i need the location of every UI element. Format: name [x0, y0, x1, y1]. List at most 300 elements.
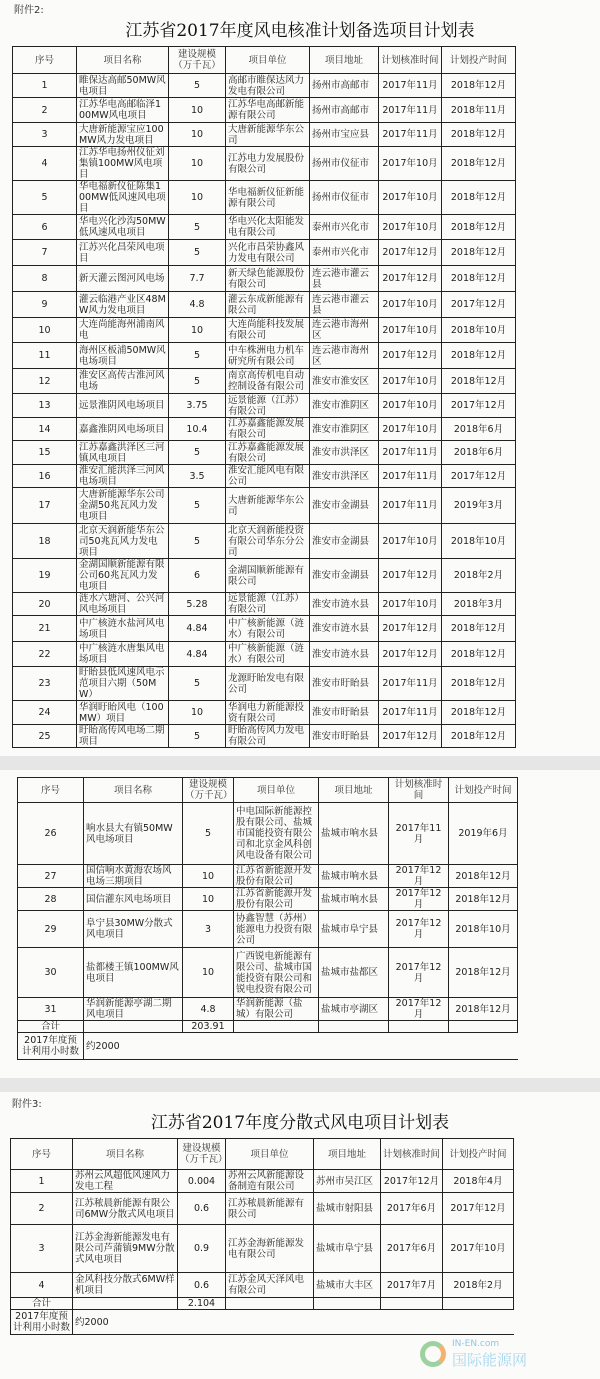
cell-name: 华电福新仪征陈集100MW低风速风电项目 [77, 181, 169, 215]
table-row [13, 74, 516, 98]
page-gap [0, 1078, 600, 1092]
cell-prod: 2018年6月 [442, 418, 516, 441]
empty-cell [319, 1021, 389, 1033]
cell-unit: 华润电力新能源投资有限公司 [226, 701, 310, 725]
document-title: 江苏省2017年度风电核准计划备选项目计划表 [125, 21, 475, 41]
empty-cell [234, 1021, 319, 1033]
cell-name: 响水县大有镇50MW风电场项目 [84, 803, 183, 865]
cell-approve: 2017年6月 [381, 1225, 443, 1273]
total-label: 合计 [18, 1021, 84, 1033]
cell-scale: 5 [169, 488, 226, 524]
cell-unit: 江苏金风天泽风电有限公司 [226, 1273, 314, 1298]
empty-cell [226, 1298, 314, 1310]
cell-no: 30 [18, 948, 84, 998]
cell-unit: 中广核新能源（涟水）有限公司 [226, 642, 310, 667]
cell-prod: 2018年10月 [442, 318, 516, 343]
cell-unit: 江苏省新能源开发股份有限公司 [234, 888, 319, 911]
column-header: 项目名称 [77, 47, 169, 74]
cell-no: 2 [13, 98, 77, 123]
cell-prod: 2017年10月 [443, 1225, 514, 1273]
cell-prod: 2017年12月 [442, 394, 516, 418]
cell-name: 大连尚能海州浦南风电 [77, 318, 169, 343]
cell-unit: 江苏嘉鑫能源发展有限公司 [226, 441, 310, 465]
table-row [18, 888, 518, 911]
cell-scale: 4.84 [169, 616, 226, 642]
cell-no: 5 [13, 181, 77, 215]
cell-loc: 淮安市金湖县 [310, 524, 379, 559]
cell-unit: 中广核新能源（涟水）有限公司 [226, 616, 310, 642]
cell-loc: 连云港市海州区 [310, 343, 379, 369]
cell-approve: 2017年10月 [379, 593, 442, 616]
cell-prod: 2018年10月 [449, 911, 518, 948]
cell-approve: 2017年12月 [389, 911, 449, 948]
cell-approve: 2017年12月 [379, 266, 442, 292]
annex-label: 附件3: [12, 1099, 42, 1110]
table-row [13, 701, 516, 725]
annex-label: 附件2: [14, 5, 44, 16]
cell-loc: 扬州市宝应县 [310, 123, 379, 147]
header-row [11, 1139, 514, 1170]
table-row [11, 1273, 514, 1298]
cell-loc: 淮安市盱眙县 [310, 701, 379, 725]
cell-unit: 金湖国顺新能源有限公司 [226, 559, 310, 593]
table-row [13, 725, 516, 748]
watermark [420, 1335, 540, 1375]
cell-approve: 2017年11月 [379, 465, 442, 488]
cell-loc: 淮安市涟水县 [310, 616, 379, 642]
column-header: 建设规模（万千瓦） [178, 1139, 226, 1170]
table-row [18, 948, 518, 998]
cell-scale: 7.7 [169, 266, 226, 292]
column-header: 计划核准时间 [381, 1139, 443, 1170]
cell-scale: 10 [183, 865, 234, 888]
cell-scale: 10.4 [169, 418, 226, 441]
cell-no: 28 [18, 888, 84, 911]
column-header: 计划投产时间 [443, 1139, 514, 1170]
cell-name: 淮安汇能洪泽三河风电场项目 [77, 465, 169, 488]
cell-prod: 2018年2月 [442, 559, 516, 593]
cell-loc: 淮安市淮安区 [310, 369, 379, 394]
cell-no: 31 [18, 998, 84, 1021]
cell-unit: 盱眙高传风力发电有限公司 [226, 725, 310, 748]
in-en-logo-icon [420, 1341, 446, 1367]
header-row [13, 47, 516, 74]
page-annex-3 [0, 1092, 600, 1379]
cell-loc: 淮安市盱眙县 [310, 725, 379, 748]
cell-no: 4 [13, 147, 77, 181]
total-value: 203.91 [183, 1021, 234, 1033]
cell-unit: 新天绿色能源股份有限公司 [226, 266, 310, 292]
cell-no: 8 [13, 266, 77, 292]
cell-no: 7 [13, 240, 77, 266]
table-row [13, 98, 516, 123]
cell-name: 淮安区高传古淮河风电场 [77, 369, 169, 394]
cell-unit: 远景能源（江苏）有限公司 [226, 593, 310, 616]
cell-no: 10 [13, 318, 77, 343]
cell-approve: 2017年12月 [389, 998, 449, 1021]
cell-prod: 2017年12月 [443, 1193, 514, 1225]
cell-name: 江苏华电扬州仪征刘集镇100MW风电项目 [77, 147, 169, 181]
cell-loc: 淮安市涟水县 [310, 593, 379, 616]
cell-unit: 大唐新能源华东公司 [226, 488, 310, 524]
column-header: 建设规模（万千瓦） [183, 778, 234, 803]
column-header: 项目单位 [226, 47, 310, 74]
column-header: 项目名称 [73, 1139, 178, 1170]
cell-prod: 2018年12月 [449, 865, 518, 888]
cell-name: 江苏嘉鑫洪泽区三河镇风电项目 [77, 441, 169, 465]
column-header: 序号 [18, 778, 84, 803]
table-row [13, 240, 516, 266]
cell-no: 21 [13, 616, 77, 642]
cell-name: 北京天润新能华东公司50兆瓦风力发电项目 [77, 524, 169, 559]
column-header: 序号 [11, 1139, 73, 1170]
cell-loc: 连云港市灌云县 [310, 266, 379, 292]
cell-no: 19 [13, 559, 77, 593]
cell-approve: 2017年10月 [379, 318, 442, 343]
cell-prod: 2018年12月 [442, 343, 516, 369]
table-row [13, 642, 516, 667]
cell-prod: 2018年12月 [442, 123, 516, 147]
cell-prod: 2019年3月 [442, 488, 516, 524]
cell-approve: 2017年12月 [379, 343, 442, 369]
cell-unit: 龙源盱眙发电有限公司 [226, 667, 310, 701]
table-row [11, 1225, 514, 1273]
cell-unit: 淮安汇能风电有限公司 [226, 465, 310, 488]
cell-unit: 华电兴化太阳能发电有限公司 [226, 215, 310, 240]
cell-loc: 淮安市淮阴区 [310, 418, 379, 441]
table-row [18, 865, 518, 888]
table-row [18, 803, 518, 865]
cell-loc: 淮安市金湖县 [310, 488, 379, 524]
cell-loc: 连云港市海州区 [310, 318, 379, 343]
table-3 [10, 1138, 514, 1335]
cell-no: 29 [18, 911, 84, 948]
cell-prod: 2018年12月 [442, 74, 516, 98]
cell-scale: 10 [183, 948, 234, 998]
table-2 [17, 777, 518, 1060]
cell-no: 23 [13, 667, 77, 701]
cell-no: 13 [13, 394, 77, 418]
column-header: 计划核准时间 [389, 778, 449, 803]
cell-no: 25 [13, 725, 77, 748]
cell-loc: 盐城市响水县 [319, 865, 389, 888]
cell-approve: 2017年10月 [379, 181, 442, 215]
cell-prod: 2018年12月 [449, 948, 518, 998]
cell-prod: 2018年12月 [442, 701, 516, 725]
cell-unit: 中车株洲电力机车研究所有限公司 [226, 343, 310, 369]
cell-no: 17 [13, 488, 77, 524]
cell-approve: 2017年11月 [379, 74, 442, 98]
cell-prod: 2018年12月 [449, 998, 518, 1021]
column-header: 项目名称 [84, 778, 183, 803]
cell-unit: 华电福新仪征新能源有限公司 [226, 181, 310, 215]
hours-value: 约2000 [73, 1310, 514, 1335]
cell-no: 14 [13, 418, 77, 441]
cell-unit: 远景能源（江苏）有限公司 [226, 394, 310, 418]
cell-no: 18 [13, 524, 77, 559]
cell-unit: 江苏华电高邮新能源有限公司 [226, 98, 310, 123]
cell-scale: 5 [169, 240, 226, 266]
cell-unit: 江苏金海新能源发电有限公司 [226, 1225, 314, 1273]
cell-unit: 江苏省新能源开发股份有限公司 [234, 865, 319, 888]
cell-scale: 5 [169, 524, 226, 559]
cell-no: 3 [13, 123, 77, 147]
cell-prod: 2018年10月 [442, 524, 516, 559]
table-row [11, 1193, 514, 1225]
cell-name: 金湖国顺新能源有限公司60兆瓦风力发电项目 [77, 559, 169, 593]
cell-no: 20 [13, 593, 77, 616]
cell-name: 中广核涟水唐集风电场项目 [77, 642, 169, 667]
cell-scale: 5 [169, 74, 226, 98]
column-header: 项目地址 [310, 47, 379, 74]
cell-scale: 0.6 [178, 1273, 226, 1298]
cell-loc: 淮安市盱眙县 [310, 667, 379, 701]
cell-scale: 4.8 [169, 292, 226, 318]
cell-no: 2 [11, 1193, 73, 1225]
cell-prod: 2018年2月 [443, 1273, 514, 1298]
cell-scale: 5 [169, 441, 226, 465]
cell-scale: 5 [169, 369, 226, 394]
cell-scale: 0.9 [178, 1225, 226, 1273]
cell-name: 国信响水黄海农场风电场三期项目 [84, 865, 183, 888]
cell-unit: 江苏秾晨新能源有限公司 [226, 1193, 314, 1225]
cell-loc: 盐城市阜宁县 [319, 911, 389, 948]
cell-name: 大唐新能源华东公司金湖50兆瓦风力发电项目 [77, 488, 169, 524]
cell-scale: 3.75 [169, 394, 226, 418]
cell-prod: 2018年12月 [442, 147, 516, 181]
column-header: 建设规模（万千瓦） [169, 47, 226, 74]
cell-no: 1 [11, 1170, 73, 1193]
table-row [13, 559, 516, 593]
cell-approve: 2017年11月 [379, 98, 442, 123]
cell-prod: 2018年3月 [442, 593, 516, 616]
cell-prod: 2017年12月 [442, 465, 516, 488]
cell-name: 江苏兴化昌荣风电项目 [77, 240, 169, 266]
empty-cell [84, 1021, 183, 1033]
cell-approve: 2017年11月 [379, 701, 442, 725]
table-row [13, 318, 516, 343]
hours-value: 约2000 [84, 1033, 518, 1060]
cell-no: 3 [11, 1225, 73, 1273]
cell-loc: 淮安市金湖县 [310, 559, 379, 593]
table-row [13, 524, 516, 559]
cell-approve: 2017年11月 [379, 123, 442, 147]
cell-name: 苏州云风超低风速风力发电工程 [73, 1170, 178, 1193]
cell-name: 新天灌云图河风电场 [77, 266, 169, 292]
column-header: 项目地址 [314, 1139, 381, 1170]
cell-approve: 2017年10月 [379, 524, 442, 559]
cell-approve: 2017年12月 [379, 642, 442, 667]
cell-name: 江苏秾晨新能源有限公司6MW分散式风电项目 [73, 1193, 178, 1225]
total-label: 合计 [11, 1298, 73, 1310]
cell-unit: 华润新能源（盐城）有限公司 [234, 998, 319, 1021]
cell-loc: 淮安市淮阴区 [310, 394, 379, 418]
cell-name: 涟水六塘河、公兴河风电场项目 [77, 593, 169, 616]
cell-name: 华润新能源亭湖二期风电项目 [84, 998, 183, 1021]
cell-approve: 2017年10月 [379, 369, 442, 394]
cell-loc: 盐城市响水县 [319, 888, 389, 911]
cell-approve: 2017年7月 [381, 1273, 443, 1298]
cell-name: 中广核涟水盐河风电场项目 [77, 616, 169, 642]
cell-no: 6 [13, 215, 77, 240]
hours-label: 2017年度预计利用小时数 [18, 1033, 84, 1060]
cell-prod: 2018年12月 [442, 616, 516, 642]
cell-approve: 2017年11月 [379, 441, 442, 465]
column-header: 序号 [13, 47, 77, 74]
cell-no: 9 [13, 292, 77, 318]
cell-unit: 大唐新能源华东公司 [226, 123, 310, 147]
cell-unit: 大连尚能科技发展有限公司 [226, 318, 310, 343]
cell-name: 华电兴化沙沟50MW低风速风电项目 [77, 215, 169, 240]
cell-loc: 泰州市兴化市 [310, 240, 379, 266]
header-row [18, 778, 518, 803]
cell-prod: 2018年12月 [449, 888, 518, 911]
table-row [13, 593, 516, 616]
empty-cell [389, 1021, 449, 1033]
cell-name: 灌云临港产业区48MW风力发电项目 [77, 292, 169, 318]
cell-prod: 2018年6月 [442, 441, 516, 465]
cell-scale: 0.004 [178, 1170, 226, 1193]
cell-approve: 2017年12月 [379, 240, 442, 266]
cell-name: 阜宁县30MW分散式风电项目 [84, 911, 183, 948]
column-header: 计划投产时间 [449, 778, 518, 803]
cell-loc: 盐城市大丰区 [314, 1273, 381, 1298]
cell-name: 大唐新能源宝应100MW风力发电项目 [77, 123, 169, 147]
hours-label: 2017年度预计利用小时数 [11, 1310, 73, 1335]
cell-name: 国信灌东风电场项目 [84, 888, 183, 911]
cell-unit: 北京天润新能投资有限公司华东分公司 [226, 524, 310, 559]
table-row [13, 343, 516, 369]
cell-scale: 3 [183, 911, 234, 948]
cell-unit: 兴化市昌荣协鑫风力发电有限公司 [226, 240, 310, 266]
table-1 [12, 46, 516, 748]
table-row [18, 998, 518, 1021]
cell-approve: 2017年12月 [389, 888, 449, 911]
table-row [13, 616, 516, 642]
page-annex-2-part2 [0, 770, 600, 1078]
cell-scale: 10 [169, 701, 226, 725]
cell-scale: 0.6 [178, 1193, 226, 1225]
cell-loc: 泰州市兴化市 [310, 215, 379, 240]
cell-scale: 5 [183, 803, 234, 865]
watermark-cn: 国际能源网 [452, 1351, 528, 1369]
cell-no: 1 [13, 74, 77, 98]
cell-name: 远景淮阴风电场项目 [77, 394, 169, 418]
table-row [13, 292, 516, 318]
cell-loc: 扬州市高邮市 [310, 74, 379, 98]
cell-name: 江苏金海新能源发电有限公司芦蒲镇9MW分散式风电项目 [73, 1225, 178, 1273]
cell-scale: 5 [169, 667, 226, 701]
cell-loc: 扬州市仪征市 [310, 147, 379, 181]
cell-name: 盐都楼王镇100MW风电项目 [84, 948, 183, 998]
total-value: 2.104 [178, 1298, 226, 1310]
cell-approve: 2017年12月 [379, 616, 442, 642]
cell-loc: 淮安市涟水县 [310, 642, 379, 667]
empty-cell [314, 1298, 381, 1310]
cell-unit: 江苏嘉鑫能源发展有限公司 [226, 418, 310, 441]
cell-name: 睢保达高邮50MW风电项目 [77, 74, 169, 98]
cell-approve: 2017年11月 [379, 488, 442, 524]
cell-approve: 2017年10月 [379, 292, 442, 318]
cell-loc: 苏州市吴江区 [314, 1170, 381, 1193]
utilization-hours-row [18, 1033, 518, 1060]
cell-prod: 2018年12月 [442, 642, 516, 667]
cell-prod: 2018年12月 [442, 725, 516, 748]
cell-loc: 淮安市洪泽区 [310, 465, 379, 488]
cell-no: 12 [13, 369, 77, 394]
cell-approve: 2017年12月 [389, 948, 449, 998]
cell-no: 16 [13, 465, 77, 488]
cell-approve: 2017年11月 [389, 803, 449, 865]
cell-unit: 江苏电力发展股份有限公司 [226, 147, 310, 181]
table-row [13, 147, 516, 181]
cell-no: 11 [13, 343, 77, 369]
cell-approve: 2017年10月 [379, 394, 442, 418]
column-header: 项目地址 [319, 778, 389, 803]
table-row [13, 667, 516, 701]
cell-loc: 盐城市射阳县 [314, 1193, 381, 1225]
cell-scale: 5 [169, 215, 226, 240]
column-header: 项目单位 [234, 778, 319, 803]
table-row [13, 394, 516, 418]
cell-no: 22 [13, 642, 77, 667]
cell-prod: 2018年12月 [442, 181, 516, 215]
cell-name: 海州区板浦50MW风电场项目 [77, 343, 169, 369]
cell-name: 江苏华电高邮临泽100MW风电项目 [77, 98, 169, 123]
cell-approve: 2017年12月 [381, 1170, 443, 1193]
cell-prod: 2017年12月 [442, 292, 516, 318]
cell-scale: 10 [169, 181, 226, 215]
cell-no: 24 [13, 701, 77, 725]
cell-name: 盱眙高传风电场二期项目 [77, 725, 169, 748]
table-row [11, 1170, 514, 1193]
cell-prod: 2018年4月 [443, 1170, 514, 1193]
cell-unit: 中电国际新能源控股有限公司、盐城市国能投资有限公司和北京金风科创风电设备有限公司 [234, 803, 319, 865]
cell-no: 26 [18, 803, 84, 865]
cell-scale: 10 [183, 888, 234, 911]
cell-loc: 盐城市盐都区 [319, 948, 389, 998]
cell-prod: 2018年12月 [442, 240, 516, 266]
table-row [13, 215, 516, 240]
total-row [11, 1298, 514, 1310]
cell-unit: 灌云东成新能源有限公司 [226, 292, 310, 318]
column-header: 计划投产时间 [442, 47, 516, 74]
cell-approve: 2017年11月 [379, 667, 442, 701]
cell-approve: 2017年10月 [379, 215, 442, 240]
cell-loc: 连云港市灌云县 [310, 292, 379, 318]
utilization-hours-row [11, 1310, 514, 1335]
cell-approve: 2017年12月 [379, 559, 442, 593]
empty-cell [73, 1298, 178, 1310]
total-row [18, 1021, 518, 1033]
cell-scale: 3.5 [169, 465, 226, 488]
cell-unit: 高邮市睢保达风力发电有限公司 [226, 74, 310, 98]
table-row [13, 181, 516, 215]
cell-prod: 2018年12月 [442, 667, 516, 701]
cell-name: 华润盱眙风电（100MW）项目 [77, 701, 169, 725]
cell-unit: 协鑫智慧（苏州）能源电力投资有限公司 [234, 911, 319, 948]
cell-approve: 2017年10月 [379, 147, 442, 181]
cell-approve: 2017年6月 [381, 1193, 443, 1225]
table-row [13, 418, 516, 441]
cell-scale: 10 [169, 318, 226, 343]
cell-scale: 10 [169, 123, 226, 147]
cell-scale: 4.84 [169, 642, 226, 667]
cell-scale: 5.28 [169, 593, 226, 616]
cell-unit: 广西锐电新能源有限公司、盐城市国能投资有限公司和锐电投资有限公司 [234, 948, 319, 998]
cell-name: 金风科技分散式6MW样机项目 [73, 1273, 178, 1298]
cell-name: 盱眙县低风速风电示范项目六期（50MW） [77, 667, 169, 701]
